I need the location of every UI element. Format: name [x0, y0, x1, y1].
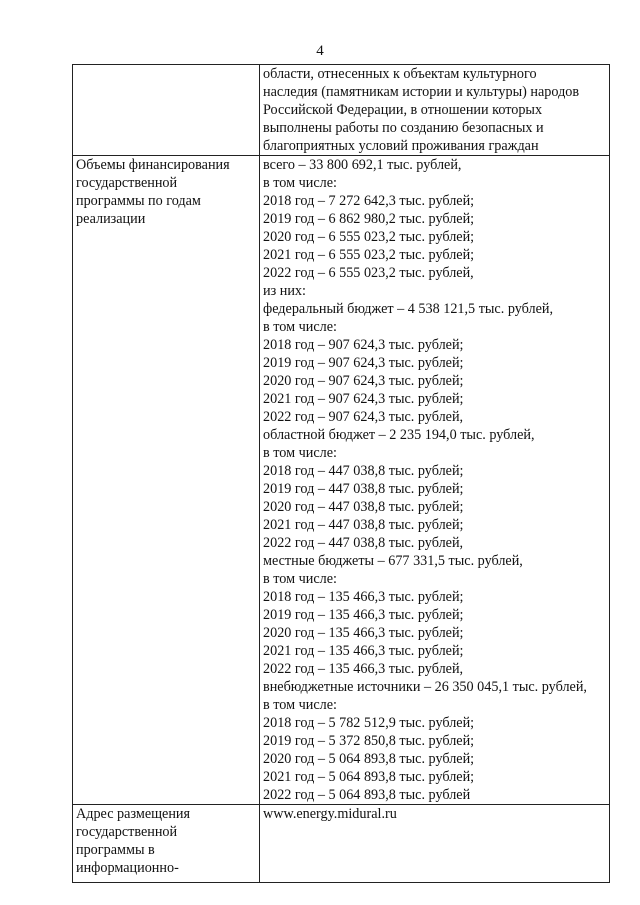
value-line: 2018 год – 907 624,3 тыс. рублей;: [263, 337, 464, 353]
value-line: 2022 год – 447 038,8 тыс. рублей,: [263, 535, 464, 551]
value-line: 2020 год – 447 038,8 тыс. рублей;: [263, 499, 464, 515]
label-line: государственной: [76, 824, 178, 840]
value-line: 2018 год – 7 272 642,3 тыс. рублей;: [263, 193, 475, 209]
value-line: местные бюджеты – 677 331,5 тыс. рублей,: [263, 553, 523, 569]
value-line: 2019 год – 135 466,3 тыс. рублей;: [263, 607, 464, 623]
value-line: в том числе:: [263, 445, 337, 461]
value-line: 2021 год – 6 555 023,2 тыс. рублей;: [263, 247, 475, 263]
value-line: 2020 год – 907 624,3 тыс. рублей;: [263, 373, 464, 389]
value-line: наследия (памятникам истории и культуры) народов: [263, 84, 580, 100]
value-line: в том числе:: [263, 571, 337, 587]
label-line: информационно-: [76, 860, 179, 876]
value-line: в том числе:: [263, 697, 337, 713]
row-label-funding: [73, 156, 260, 805]
value-line: внебюджетные источники – 26 350 045,1 тыс. рублей,: [263, 679, 587, 695]
value-line: из них:: [263, 283, 306, 299]
value-line: 2021 год – 135 466,3 тыс. рублей;: [263, 643, 464, 659]
label-line: реализации: [76, 211, 146, 227]
value-line: 2019 год – 447 038,8 тыс. рублей;: [263, 481, 464, 497]
value-line: 2021 год – 447 038,8 тыс. рублей;: [263, 517, 464, 533]
value-line: 2018 год – 135 466,3 тыс. рублей;: [263, 589, 464, 605]
page-number: 4: [316, 43, 324, 59]
value-line: 2020 год – 135 466,3 тыс. рублей;: [263, 625, 464, 641]
value-line: 2019 год – 6 862 980,2 тыс. рублей;: [263, 211, 475, 227]
value-line: выполнены работы по созданию безопасных и: [263, 120, 544, 136]
value-line: 2021 год – 907 624,3 тыс. рублей;: [263, 391, 464, 407]
value-line: в том числе:: [263, 175, 337, 191]
value-line: области, отнесенных к объектам культурного: [263, 66, 537, 82]
value-line: 2022 год – 6 555 023,2 тыс. рублей,: [263, 265, 474, 281]
row-label-address: [73, 805, 260, 883]
value-line: 2018 год – 447 038,8 тыс. рублей;: [263, 463, 464, 479]
value-line: областной бюджет – 2 235 194,0 тыс. рублей,: [263, 427, 535, 443]
table-row-address: [73, 805, 610, 883]
program-passport-table: [72, 64, 610, 883]
value-line: 2019 год – 5 372 850,8 тыс. рублей;: [263, 733, 475, 749]
row-value-funding: [260, 156, 610, 805]
label-line: Объемы финансирования: [76, 157, 230, 173]
table-row-goals-continuation: [73, 65, 610, 156]
label-line: государственной: [76, 175, 178, 191]
website-url: www.energy.midural.ru: [263, 806, 397, 822]
label-line: программы в: [76, 842, 155, 858]
value-line: 2018 год – 5 782 512,9 тыс. рублей;: [263, 715, 475, 731]
value-line: 2022 год – 5 064 893,8 тыс. рублей: [263, 787, 471, 803]
value-line: 2019 год – 907 624,3 тыс. рублей;: [263, 355, 464, 371]
label-line: программы по годам: [76, 193, 201, 209]
value-line: 2022 год – 135 466,3 тыс. рублей,: [263, 661, 464, 677]
row-label-empty: [73, 65, 260, 156]
value-line: 2022 год – 907 624,3 тыс. рублей,: [263, 409, 464, 425]
value-line: 2020 год – 6 555 023,2 тыс. рублей;: [263, 229, 475, 245]
label-line: Адрес размещения: [76, 806, 191, 822]
table-row-funding: [73, 156, 610, 805]
row-value-goals-continuation: [260, 65, 610, 156]
value-line: в том числе:: [263, 319, 337, 335]
value-line: федеральный бюджет – 4 538 121,5 тыс. рублей,: [263, 301, 554, 317]
value-line: 2020 год – 5 064 893,8 тыс. рублей;: [263, 751, 475, 767]
value-line: всего – 33 800 692,1 тыс. рублей,: [263, 157, 462, 173]
value-line: Российской Федерации, в отношении которых: [263, 102, 543, 118]
row-value-address: [260, 805, 610, 883]
value-line: 2021 год – 5 064 893,8 тыс. рублей;: [263, 769, 475, 785]
value-line: благоприятных условий проживания граждан: [263, 138, 539, 154]
